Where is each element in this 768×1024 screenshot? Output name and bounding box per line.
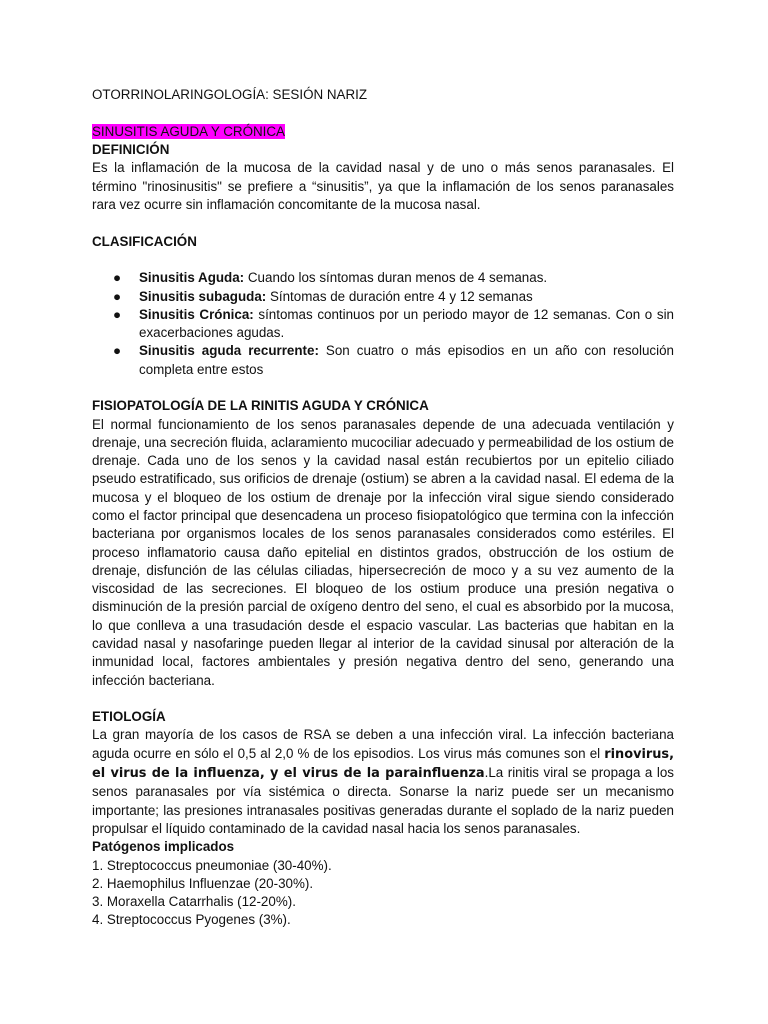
list-item bbox=[92, 269, 674, 287]
classification-desc: Cuando los síntomas duran menos de 4 semanas. bbox=[244, 270, 548, 286]
bullet-icon: ● bbox=[113, 343, 122, 359]
pathophysiology-heading: FISIOPATOLOGÍA DE LA RINITIS AGUDA Y CRÓNICA bbox=[92, 398, 429, 414]
spacer bbox=[92, 214, 674, 232]
classification-desc: Síntomas de duración entre 4 y 12 semanas bbox=[266, 288, 533, 304]
pathogens-heading: Patógenos implicados bbox=[92, 839, 235, 855]
spacer bbox=[92, 379, 674, 397]
list-item bbox=[92, 306, 674, 343]
definition-text: Es la inflamación de la mucosa de la cavidad nasal y de uno o más senos paranasales. El término "rinosinusitis" se prefiere a “sinusitis”, ya que la inflamación de los senos paranasales rara vez ocurre sin inflamación concomitante de la mucosa nasal. bbox=[92, 160, 674, 213]
document-page bbox=[92, 86, 674, 930]
spacer bbox=[92, 690, 674, 708]
pathophysiology-text: El normal funcionamiento de los senos paranasales depende de una adecuada ventilación y drenaje, una secreción fluida, aclaramiento mucociliar adecuado y permeabilidad de los ostium de drenaje. Cada uno de los senos y la cavidad nasal están recubiertos por un epitelio ciliado pseudo estratificado, sus orificios de drenaje (ostium) se abren a la cavidad nasal. El edema de la mucosa y el bloqueo de los ostium de drenaje por la infección viral sigue siendo considerado como el factor principal que desencadena un proceso fisiopatológico que termina con la infección bacteriana por organismos locales de los senos paranasales considerados como estériles. El proceso inflamatorio causa daño epitelial en distintos grados, obstrucción de los ostium de drenaje, disfunción de las células ciliadas, hipersecreción de moco y a su vez aumento de la viscosidad de las secreciones. El bloqueo de los ostium produce una presión negativa o disminución de la presión parcial de oxígeno dentro del seno, el cual es absorbido por la mucosa, lo que conlleva a una trasudación desde el espacio vascular. Las bacterias que habitan en la cavidad nasal y nasofaringe pueden llegar al interior de la cavidad sinusal por alteración de la inmunidad local, factores ambientales y presión negativa dentro del seno, generando una infección bacteriana. bbox=[92, 416, 674, 688]
classification-desc: síntomas continuos por un periodo mayor de 12 semanas. Con o sin exacerbaciones agudas. bbox=[139, 306, 674, 341]
document-title: OTORRINOLARINGOLOGÍA: SESIÓN NARIZ bbox=[92, 87, 368, 102]
list-item bbox=[92, 342, 674, 379]
topic-heading: SINUSITIS AGUDA Y CRÓNICA bbox=[92, 123, 285, 139]
list-item: 3. Moraxella Catarrhalis (12-20%). bbox=[92, 894, 296, 910]
bullet-icon: ● bbox=[113, 306, 122, 322]
classification-term: Sinusitis Aguda: bbox=[139, 270, 245, 286]
bullet-icon: ● bbox=[113, 270, 122, 286]
spacer bbox=[92, 251, 674, 269]
classification-list bbox=[92, 269, 674, 379]
classification-heading: CLASIFICACIÓN bbox=[92, 233, 197, 249]
etiology-heading: ETIOLOGÍA bbox=[92, 709, 166, 725]
etiology-text bbox=[92, 726, 674, 838]
definition-heading: DEFINICIÓN bbox=[92, 142, 170, 158]
pathogens-list bbox=[92, 857, 674, 930]
etiology-text-bold: rinovirus, el virus de la influenza, y el virus de la parainfluenza bbox=[92, 746, 674, 782]
spacer bbox=[92, 104, 674, 123]
etiology-text-start: La gran mayoría de los casos de RSA se deben a una infección viral. La infección bacteriana aguda ocurre en sólo el 0,5 al 2,0 % de los episodios. Los virus más comunes son el bbox=[92, 727, 674, 761]
list-item: 4. Streptococcus Pyogenes (3%). bbox=[92, 912, 291, 928]
list-item: 1. Streptococcus pneumoniae (30-40%). bbox=[92, 857, 332, 873]
list-item: 2. Haemophilus Influenzae (20-30%). bbox=[92, 875, 314, 891]
classification-term: Sinusitis Crónica: bbox=[139, 306, 254, 322]
list-item bbox=[92, 288, 674, 306]
topic-heading-row bbox=[92, 123, 674, 141]
etiology-text-end: .La rinitis viral se propaga a los senos paranasales por vía sistémica o directa. Sonarse la nariz puede ser un mecanismo importante; las presiones intranasales positivas generadas durante el soplado de la nariz pueden propulsar el líquido contaminado de la cavidad nasal hacia los senos paranasales. bbox=[92, 765, 674, 836]
bullet-icon: ● bbox=[113, 288, 122, 304]
classification-term: Sinusitis aguda recurrente: bbox=[139, 343, 319, 359]
classification-desc: Son cuatro o más episodios en un año con resolución completa entre estos bbox=[139, 343, 674, 377]
classification-term: Sinusitis subaguda: bbox=[139, 288, 267, 304]
